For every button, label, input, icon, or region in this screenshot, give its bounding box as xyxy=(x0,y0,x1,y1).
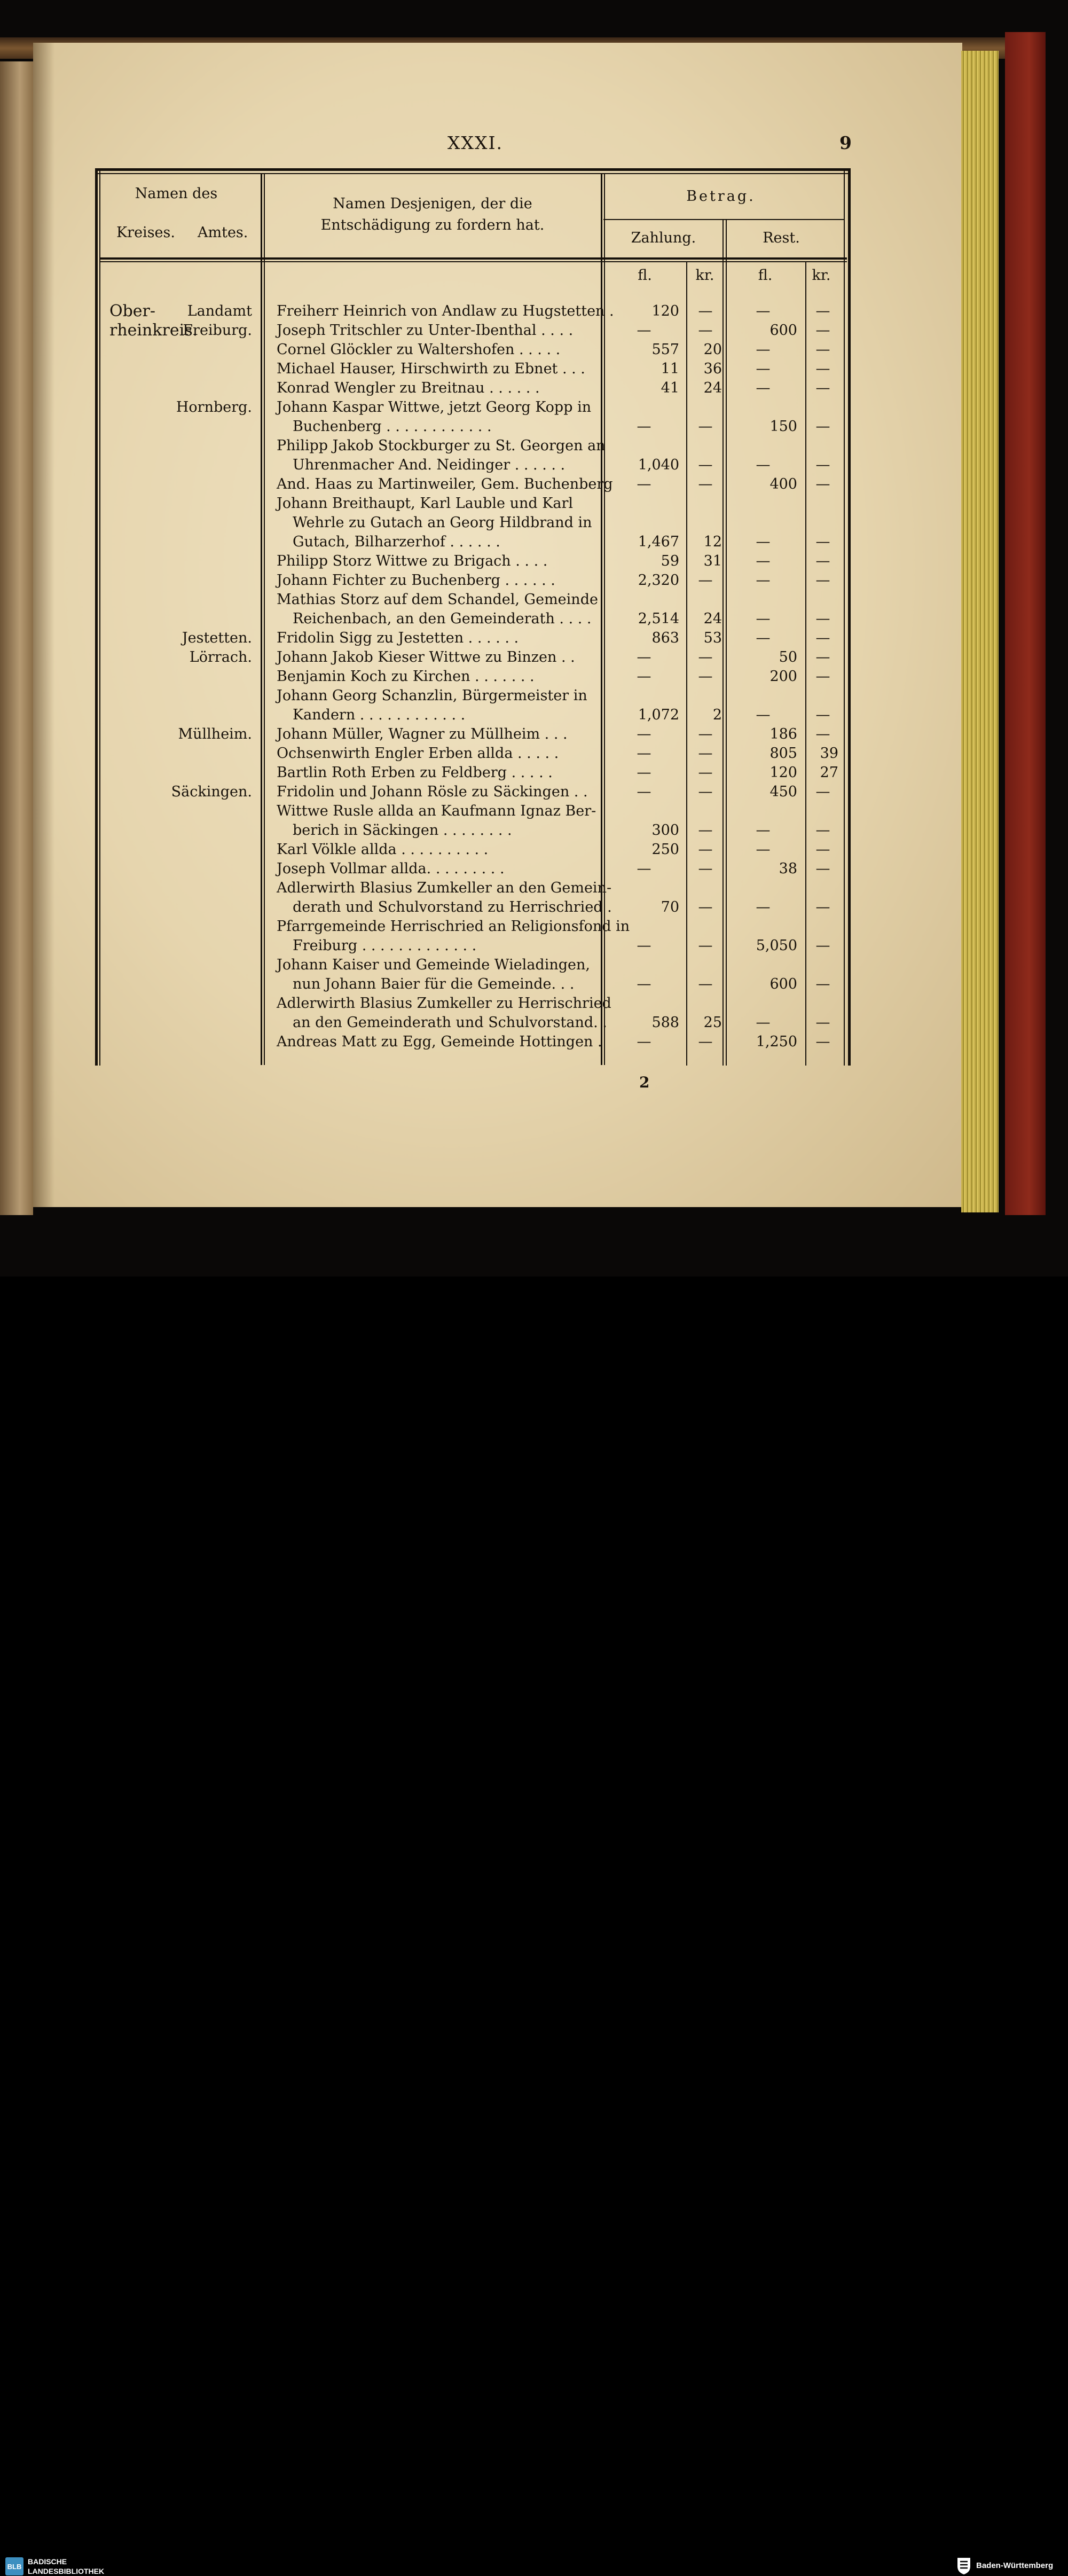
rest-kr: — xyxy=(815,726,830,742)
recipient-name: Johann Breithaupt, Karl Lauble und Karl xyxy=(277,495,574,512)
recipient-name: Fridolin Sigg zu Jestetten . . . . . . xyxy=(277,630,519,646)
zahlung-fl: 2,514 xyxy=(638,610,679,627)
rest-kr: 39 xyxy=(820,745,838,762)
zahlung-fl: — xyxy=(637,649,651,665)
amt-name: Säckingen. xyxy=(171,784,252,800)
baden-wuerttemberg-crest-icon xyxy=(956,2557,972,2575)
header-namen-des: Namen des xyxy=(135,185,218,202)
rest-fl: — xyxy=(756,341,771,358)
amt-name: Müllheim. xyxy=(178,726,252,742)
zahlung-fl: — xyxy=(637,764,651,781)
recipient-name: Adlerwirth Blasius Zumkeller an den Gemein- xyxy=(277,880,612,896)
zahlung-kr: 53 xyxy=(703,630,722,646)
recipient-name: derath und Schulvorstand zu Herrischried . xyxy=(293,899,612,915)
rest-kr: — xyxy=(815,303,830,319)
recipient-name: Johann Jakob Kieser Wittwe zu Binzen . . xyxy=(277,649,575,665)
rest-kr: — xyxy=(815,380,830,396)
zahlung-kr: — xyxy=(698,322,713,339)
zahlung-fl: — xyxy=(637,976,651,992)
rest-fl: 200 xyxy=(769,668,797,685)
rest-fl: — xyxy=(756,1014,771,1031)
library-footer-bar xyxy=(0,1277,1068,2575)
header-betrag: Betrag. xyxy=(686,188,756,205)
rest-kr: — xyxy=(815,534,830,550)
zahlung-kr: — xyxy=(698,649,713,665)
rest-kr: — xyxy=(815,822,830,839)
recipient-name: Wehrle zu Gutach an Georg Hildbrand in xyxy=(293,514,592,531)
rest-kr: — xyxy=(815,418,830,435)
unit-kr-rest: kr. xyxy=(812,267,831,284)
rest-fl: 38 xyxy=(779,860,797,877)
rest-fl: — xyxy=(756,534,771,550)
top-rule-2 xyxy=(95,173,851,174)
outer-left-rule-2 xyxy=(99,168,100,1066)
partner-name: Baden-Württemberg xyxy=(976,2561,1054,2570)
rest-kr: — xyxy=(815,476,830,492)
col-kreis-rule-2 xyxy=(264,173,265,1065)
rest-fl: — xyxy=(756,610,771,627)
recipient-name: nun Johann Baier für die Gemeinde. . . xyxy=(293,976,575,992)
zahlung-kr: — xyxy=(698,860,713,877)
col-zahlung-kr xyxy=(686,262,687,1066)
zahlung-fl: — xyxy=(637,784,651,800)
rest-kr: — xyxy=(815,899,830,915)
zahlung-kr: — xyxy=(698,476,713,492)
zahlung-fl: — xyxy=(637,937,651,954)
rest-kr: — xyxy=(815,553,830,569)
zahlung-fl: 300 xyxy=(651,822,679,839)
rest-fl: 1,250 xyxy=(756,1033,797,1050)
recipient-name: Freiburg . . . . . . . . . . . . . xyxy=(293,937,477,954)
zahlung-kr: 36 xyxy=(703,361,722,377)
rest-fl: — xyxy=(756,303,771,319)
zahlung-fl: 120 xyxy=(651,303,679,319)
recipient-name: Philipp Storz Wittwe zu Brigach . . . . xyxy=(277,553,548,569)
zahlung-fl: — xyxy=(637,322,651,339)
rest-fl: 150 xyxy=(769,418,797,435)
amt-name: Landamt xyxy=(187,303,252,319)
amt-name: Hornberg. xyxy=(176,399,252,416)
recipient-name: Wittwe Rusle allda an Kaufmann Ignaz Ber- xyxy=(277,803,596,819)
printer-signature-mark: 2 xyxy=(639,1074,650,1091)
recipient-name: Uhrenmacher And. Neidinger . . . . . . xyxy=(293,457,566,473)
zahlung-fl: 2,320 xyxy=(638,572,679,589)
zahlung-fl: 863 xyxy=(651,630,679,646)
header-bottom-rule xyxy=(99,257,847,260)
recipient-name: Michael Hauser, Hirschwirth zu Ebnet . . . xyxy=(277,361,585,377)
page-number: 9 xyxy=(839,132,852,153)
rest-kr: — xyxy=(815,937,830,954)
zahlung-kr: — xyxy=(698,764,713,781)
library-name-line-1: BADISCHE xyxy=(28,2557,67,2566)
recipient-name: Gutach, Bilharzerhof . . . . . . xyxy=(293,534,500,550)
zahlung-fl: — xyxy=(637,726,651,742)
rest-fl: 600 xyxy=(769,976,797,992)
rest-kr: — xyxy=(815,1014,830,1031)
zahlung-kr: — xyxy=(698,726,713,742)
recipient-name: Kandern . . . . . . . . . . . . xyxy=(293,707,466,723)
recipient-name: Ochsenwirth Engler Erben allda . . . . . xyxy=(277,745,559,762)
rest-kr: — xyxy=(815,649,830,665)
unit-fl-zahlung: fl. xyxy=(638,267,652,284)
col-rest-kr xyxy=(805,262,806,1066)
recipient-name: Johann Fichter zu Buchenberg . . . . . . xyxy=(277,572,555,589)
recipient-name: Bartlin Roth Erben zu Feldberg . . . . . xyxy=(277,764,553,781)
zahlung-kr: — xyxy=(698,457,713,473)
kreis-line: Ober- xyxy=(109,302,156,320)
zahlung-fl: 557 xyxy=(651,341,679,358)
rest-kr: 27 xyxy=(820,764,838,781)
outer-left-rule xyxy=(95,168,98,1066)
col-rest-2 xyxy=(726,219,727,1066)
zahlung-kr: — xyxy=(698,937,713,954)
rest-kr: — xyxy=(815,341,830,358)
zahlung-fl: — xyxy=(637,860,651,877)
recipient-name: Johann Kaspar Wittwe, jetzt Georg Kopp in xyxy=(277,399,592,416)
zahlung-kr: — xyxy=(698,418,713,435)
recipient-name: Johann Kaiser und Gemeinde Wieladingen, xyxy=(277,957,590,973)
rest-kr: — xyxy=(815,361,830,377)
zahlung-kr: 20 xyxy=(703,341,722,358)
zahlung-fl: — xyxy=(637,745,651,762)
zahlung-kr: — xyxy=(698,745,713,762)
zahlung-kr: 24 xyxy=(703,610,722,627)
zahlung-fl: — xyxy=(637,1033,651,1050)
zahlung-fl: 1,072 xyxy=(638,707,679,723)
zahlung-fl: 11 xyxy=(661,361,679,377)
header-recipient: Namen Desjenigen, der die Entschädigung zu fordern hat. xyxy=(320,195,545,233)
rest-fl: 50 xyxy=(779,649,797,665)
amt-name: Jestetten. xyxy=(182,630,252,646)
zahlung-kr: — xyxy=(698,668,713,685)
page-gutter-shadow xyxy=(33,43,54,1207)
rest-fl: 5,050 xyxy=(756,937,797,954)
zahlung-fl: 41 xyxy=(661,380,679,396)
zahlung-kr: 31 xyxy=(703,553,722,569)
recipient-name: Joseph Vollmar allda. . . . . . . . . xyxy=(277,860,505,877)
rest-fl: 400 xyxy=(769,476,797,492)
gilded-page-edges xyxy=(961,51,999,1212)
rest-kr: — xyxy=(815,1033,830,1050)
outer-right-rule xyxy=(848,168,851,1066)
rest-fl: — xyxy=(756,841,771,858)
zahlung-fl: 588 xyxy=(651,1014,679,1031)
zahlung-kr: — xyxy=(698,822,713,839)
zahlung-kr: — xyxy=(698,899,713,915)
header-rest: Rest. xyxy=(763,230,800,246)
recipient-name: Cornel Glöckler zu Waltershofen . . . . . xyxy=(277,341,561,358)
zahlung-fl: 250 xyxy=(651,841,679,858)
header-zahlung: Zahlung. xyxy=(631,230,696,246)
zahlung-fl: — xyxy=(637,668,651,685)
unit-kr-zahlung: kr. xyxy=(695,267,714,284)
rest-fl: — xyxy=(756,572,771,589)
recipient-name: Mathias Storz auf dem Schandel, Gemeinde xyxy=(277,591,598,608)
rest-fl: — xyxy=(756,361,771,377)
zahlung-kr: — xyxy=(698,1033,713,1050)
outer-right-rule-2 xyxy=(844,168,845,1066)
zahlung-fl: 70 xyxy=(661,899,679,915)
rest-fl: — xyxy=(756,899,771,915)
zahlung-kr: 24 xyxy=(703,380,722,396)
recipient-name: And. Haas zu Martinweiler, Gem. Buchenberg xyxy=(277,476,613,492)
kreis-line: rheinkreis. xyxy=(109,321,198,340)
zahlung-kr: — xyxy=(698,784,713,800)
scanned-book-spread xyxy=(0,0,1068,1277)
recipient-name: Reichenbach, an den Gemeinderath . . . . xyxy=(293,610,592,627)
zahlung-kr: — xyxy=(698,303,713,319)
recipient-name: Andreas Matt zu Egg, Gemeinde Hottingen . xyxy=(277,1033,602,1050)
zahlung-kr: 25 xyxy=(703,1014,722,1031)
library-name xyxy=(28,2557,104,2576)
rest-kr: — xyxy=(815,976,830,992)
recipient-name: Karl Völkle allda . . . . . . . . . . xyxy=(277,841,489,858)
unit-fl-rest: fl. xyxy=(758,267,773,284)
rest-fl: — xyxy=(756,457,771,473)
rest-kr: — xyxy=(815,784,830,800)
col-rest xyxy=(723,219,724,1066)
zahlung-fl: 59 xyxy=(661,553,679,569)
blb-logo: BLB xyxy=(5,2557,23,2575)
recipient-name: Freiherr Heinrich von Andlaw zu Hugstetten . xyxy=(277,303,614,319)
recipient-name: Johann Georg Schanzlin, Bürgermeister in xyxy=(277,687,587,704)
header-bottom-rule-2 xyxy=(99,261,847,262)
zahlung-kr: 12 xyxy=(703,534,722,550)
library-name-line-2: LANDESBIBLIOTHEK xyxy=(28,2567,105,2575)
rest-kr: — xyxy=(815,322,830,339)
red-book-cover xyxy=(1005,32,1046,1215)
zahlung-fl: 1,467 xyxy=(638,534,679,550)
rest-kr: — xyxy=(815,707,830,723)
rest-fl: — xyxy=(756,822,771,839)
rest-fl: 805 xyxy=(769,745,797,762)
recipient-name: Adlerwirth Blasius Zumkeller zu Herrischried xyxy=(277,995,611,1012)
col-kreis-rule xyxy=(261,173,262,1065)
recipient-name: Joseph Tritschler zu Unter-Ibenthal . . . . xyxy=(277,322,574,339)
amt-name: Freiburg. xyxy=(183,322,252,339)
rest-kr: — xyxy=(815,630,830,646)
recipient-name: an den Gemeinderath und Schulvorstand. . xyxy=(293,1014,607,1031)
rest-fl: 186 xyxy=(769,726,797,742)
zahlung-kr: — xyxy=(698,841,713,858)
recipient-name: Benjamin Koch zu Kirchen . . . . . . . xyxy=(277,668,535,685)
running-head: XXXI. xyxy=(447,132,504,153)
zahlung-fl: 1,040 xyxy=(638,457,679,473)
zahlung-fl: — xyxy=(637,418,651,435)
rest-fl: — xyxy=(756,380,771,396)
recipient-name: Buchenberg . . . . . . . . . . . . xyxy=(293,418,492,435)
previous-page-edge xyxy=(0,61,33,1215)
header-kreises: Kreises. xyxy=(116,224,175,241)
betrag-rule xyxy=(603,219,844,220)
rest-kr: — xyxy=(815,457,830,473)
header-amtes: Amtes. xyxy=(198,224,248,241)
rest-kr: — xyxy=(815,572,830,589)
rest-fl: 450 xyxy=(769,784,797,800)
recipient-name: Pfarrgemeinde Herrischried an Religionsfond in xyxy=(277,918,630,935)
zahlung-kr: — xyxy=(698,976,713,992)
top-rule xyxy=(95,168,851,171)
rest-fl: — xyxy=(756,553,771,569)
recipient-name: Fridolin und Johann Rösle zu Säckingen . . xyxy=(277,784,588,800)
rest-kr: — xyxy=(815,668,830,685)
recipient-name: berich in Säckingen . . . . . . . . xyxy=(293,822,512,839)
zahlung-fl: — xyxy=(637,476,651,492)
rest-kr: — xyxy=(815,610,830,627)
rest-fl: 120 xyxy=(769,764,797,781)
rest-kr: — xyxy=(815,860,830,877)
amt-name: Lörrach. xyxy=(189,649,252,665)
rest-kr: — xyxy=(815,841,830,858)
zahlung-kr: — xyxy=(698,572,713,589)
rest-fl: — xyxy=(756,630,771,646)
rest-fl: 600 xyxy=(769,322,797,339)
rest-fl: — xyxy=(756,707,771,723)
recipient-name: Johann Müller, Wagner zu Müllheim . . . xyxy=(277,726,568,742)
recipient-name: Philipp Jakob Stockburger zu St. Georgen an xyxy=(277,437,606,454)
zahlung-kr: 2 xyxy=(712,707,722,723)
recipient-name: Konrad Wengler zu Breitnau . . . . . . xyxy=(277,380,540,396)
